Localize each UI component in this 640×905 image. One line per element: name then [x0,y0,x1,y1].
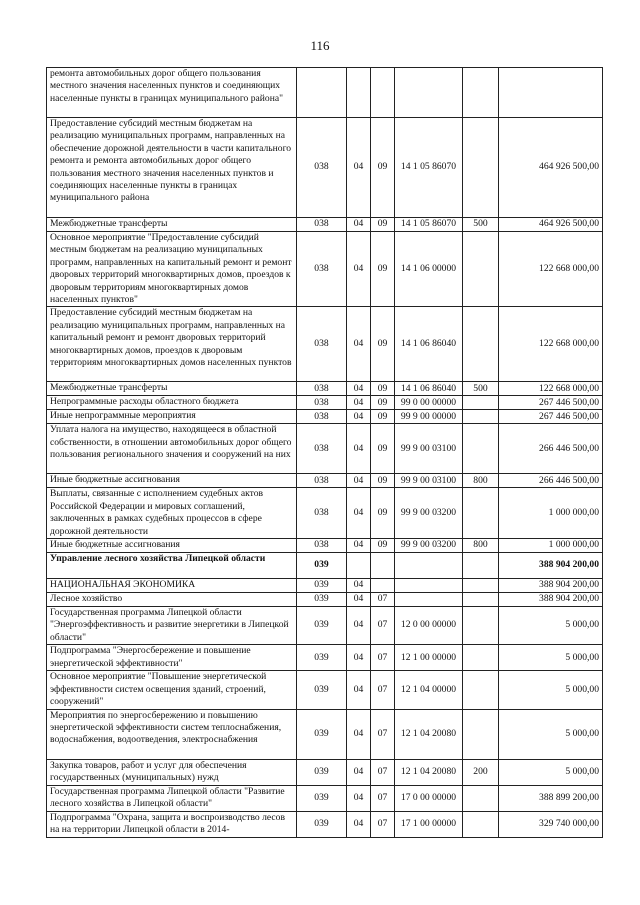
budget-table [46,67,603,838]
row-amount [499,68,603,118]
row-subsection [371,579,395,593]
row-subsection: 07 [371,645,395,671]
row-expense-type [463,232,499,307]
row-section: 04 [347,645,371,671]
table-row [47,759,603,785]
row-name: Подпрограмма "Энергосбережение и повышение энергетической эффективности" [47,645,297,671]
row-amount: 122 668 000,00 [499,382,603,396]
row-gr-code: 039 [297,759,347,785]
row-name: Лесное хозяйство [47,593,297,607]
row-subsection: 09 [371,382,395,396]
table-row [47,811,603,837]
row-amount: 329 740 000,00 [499,811,603,837]
row-amount: 388 904 200,00 [499,593,603,607]
row-amount: 5 000,00 [499,759,603,785]
table-row [47,593,603,607]
row-target-article: 14 1 06 86040 [395,382,463,396]
row-section: 04 [347,410,371,424]
row-gr-code [297,68,347,118]
row-expense-type: 500 [463,218,499,232]
row-name: НАЦИОНАЛЬНАЯ ЭКОНОМИКА [47,579,297,593]
row-section: 04 [347,759,371,785]
table-row [47,785,603,811]
table-row [47,424,603,474]
row-expense-type: 800 [463,474,499,488]
table-row [47,645,603,671]
row-gr-code: 039 [297,553,347,579]
row-target-article [395,553,463,579]
row-target-article: 99 9 00 00000 [395,410,463,424]
row-name: Основное мероприятие "Повышение энергетической эффективности систем освещения зданий, строений, сооружений" [47,671,297,709]
row-gr-code: 038 [297,382,347,396]
row-name: Подпрограмма "Охрана, защита и воспроизводство лесов на на территории Липецкой области в 2014- [47,811,297,837]
row-expense-type [463,607,499,645]
row-amount: 122 668 000,00 [499,307,603,382]
row-subsection [371,68,395,118]
row-amount: 5 000,00 [499,607,603,645]
row-target-article: 12 1 04 00000 [395,671,463,709]
row-subsection: 07 [371,709,395,759]
row-gr-code: 038 [297,539,347,553]
table-row [47,553,603,579]
row-expense-type [463,396,499,410]
table-row [47,118,603,218]
row-target-article: 14 1 06 86040 [395,307,463,382]
row-section: 04 [347,474,371,488]
row-name: Предоставление субсидий местным бюджетам на реализацию муниципальных программ, направленных на капитальный ремонт и ремонт дворовых территорий многоквартирных домов, проездов к дворовым территориям многоквартирных домов населенных пунктов [47,307,297,382]
row-target-article: 17 0 00 00000 [395,785,463,811]
row-amount: 122 668 000,00 [499,232,603,307]
row-name: Непрограммные расходы областного бюджета [47,396,297,410]
row-section: 04 [347,785,371,811]
row-section: 04 [347,607,371,645]
row-target-article: 99 9 00 03100 [395,474,463,488]
row-expense-type [463,671,499,709]
row-subsection: 07 [371,593,395,607]
row-subsection: 09 [371,396,395,410]
row-gr-code: 039 [297,709,347,759]
row-subsection: 07 [371,759,395,785]
row-target-article [395,593,463,607]
row-section: 04 [347,488,371,539]
row-subsection: 09 [371,307,395,382]
row-expense-type [463,488,499,539]
row-target-article: 12 1 00 00000 [395,645,463,671]
table-row [47,68,603,118]
row-expense-type [463,68,499,118]
row-target-article: 12 1 04 20080 [395,709,463,759]
row-gr-code: 038 [297,424,347,474]
row-gr-code: 039 [297,671,347,709]
table-row [47,709,603,759]
table-row [47,218,603,232]
table-row [47,396,603,410]
row-name: Иные бюджетные ассигнования [47,474,297,488]
row-section: 04 [347,382,371,396]
row-amount: 388 904 200,00 [499,579,603,593]
row-amount: 1 000 000,00 [499,539,603,553]
row-gr-code: 038 [297,488,347,539]
row-name: Закупка товаров, работ и услуг для обеспечения государственных (муниципальных) нужд [47,759,297,785]
row-target-article [395,68,463,118]
row-amount: 388 899 200,00 [499,785,603,811]
row-name: Выплаты, связанные с исполнением судебных актов Российской Федерации и мировых соглашений, заключенных в рамках судебных процессов в сфере дорожной деятельности [47,488,297,539]
row-gr-code: 038 [297,232,347,307]
row-expense-type [463,785,499,811]
table-row [47,607,603,645]
row-gr-code: 039 [297,607,347,645]
row-name: Управление лесного хозяйства Липецкой области [47,553,297,579]
row-amount: 388 904 200,00 [499,553,603,579]
row-expense-type: 200 [463,759,499,785]
row-target-article: 12 0 00 00000 [395,607,463,645]
table-row [47,232,603,307]
row-amount: 267 446 500,00 [499,410,603,424]
row-name: Уплата налога на имущество, находящееся в областной собственности, в отношении автомобильных дорог общего пользования регионального значения и сооружений на них [47,424,297,474]
row-expense-type [463,579,499,593]
row-gr-code: 038 [297,396,347,410]
row-section: 04 [347,709,371,759]
row-subsection: 07 [371,785,395,811]
row-target-article: 12 1 04 20080 [395,759,463,785]
row-amount: 464 926 500,00 [499,218,603,232]
row-expense-type [463,811,499,837]
table-row [47,382,603,396]
row-amount: 1 000 000,00 [499,488,603,539]
row-expense-type [463,593,499,607]
row-gr-code: 039 [297,579,347,593]
row-amount: 5 000,00 [499,709,603,759]
row-section: 04 [347,118,371,218]
table-row [47,539,603,553]
row-target-article: 99 9 00 03200 [395,539,463,553]
row-expense-type [463,424,499,474]
row-gr-code: 039 [297,645,347,671]
row-section: 04 [347,579,371,593]
row-subsection: 07 [371,671,395,709]
row-gr-code: 039 [297,811,347,837]
row-section: 04 [347,539,371,553]
row-amount: 464 926 500,00 [499,118,603,218]
table-row [47,671,603,709]
row-name: ремонта автомобильных дорог общего пользования местного значения населенных пунктов и соединяющих населенные пункты в границах муниципального района" [47,68,297,118]
row-name: Иные бюджетные ассигнования [47,539,297,553]
row-expense-type [463,553,499,579]
row-expense-type: 500 [463,382,499,396]
row-subsection: 09 [371,118,395,218]
row-amount: 5 000,00 [499,645,603,671]
row-name: Государственная программа Липецкой области "Энергоэффективность и развитие энергетики в Липецкой области" [47,607,297,645]
row-section: 04 [347,424,371,474]
row-subsection: 07 [371,811,395,837]
row-target-article [395,579,463,593]
row-subsection: 09 [371,410,395,424]
row-subsection: 09 [371,218,395,232]
row-amount: 5 000,00 [499,671,603,709]
row-name: Основное мероприятие "Предоставление субсидий местным бюджетам на реализацию муниципальных программ, направленных на капитальный ремонт и ремонт дворовых территорий многоквартирных домов, проездов к дворовым территориям многоквартирных домов населенных пунктов" [47,232,297,307]
row-section: 04 [347,307,371,382]
row-name: Государственная программа Липецкой области "Развитие лесного хозяйства в Липецкой области" [47,785,297,811]
row-gr-code: 038 [297,410,347,424]
row-target-article: 99 0 00 00000 [395,396,463,410]
row-gr-code: 039 [297,593,347,607]
row-amount: 266 446 500,00 [499,424,603,474]
row-target-article: 17 1 00 00000 [395,811,463,837]
row-gr-code: 038 [297,474,347,488]
row-gr-code: 038 [297,218,347,232]
table-row [47,579,603,593]
row-gr-code: 038 [297,118,347,218]
row-amount: 267 446 500,00 [499,396,603,410]
row-subsection: 09 [371,424,395,474]
row-name: Мероприятия по энергосбережению и повышению энергетической эффективности систем теплоснабжения, водоснабжения, водоотведения, электроснабжения [47,709,297,759]
row-target-article: 14 1 05 86070 [395,218,463,232]
row-target-article: 99 9 00 03200 [395,488,463,539]
row-gr-code: 039 [297,785,347,811]
row-subsection: 09 [371,232,395,307]
row-section: 04 [347,232,371,307]
row-amount: 266 446 500,00 [499,474,603,488]
row-expense-type [463,410,499,424]
row-expense-type [463,709,499,759]
row-section: 04 [347,593,371,607]
row-section: 04 [347,396,371,410]
table-row [47,488,603,539]
page-number: 116 [310,38,330,53]
row-expense-type [463,118,499,218]
row-subsection: 09 [371,474,395,488]
row-subsection: 09 [371,539,395,553]
table-row [47,474,603,488]
row-target-article: 99 9 00 03100 [395,424,463,474]
row-target-article: 14 1 05 86070 [395,118,463,218]
row-name: Межбюджетные трансферты [47,382,297,396]
row-section: 04 [347,811,371,837]
row-expense-type [463,307,499,382]
row-name: Межбюджетные трансферты [47,218,297,232]
row-gr-code: 038 [297,307,347,382]
row-section: 04 [347,671,371,709]
row-section [347,553,371,579]
table-row [47,410,603,424]
row-subsection [371,553,395,579]
row-name: Предоставление субсидий местным бюджетам на реализацию муниципальных программ, направленных на обеспечение дорожной деятельности в части капитального ремонта и ремонта автомобильных дорог общего пользования местного значения населенных пунктов и соединяющих населенные пункты в границах муниципального района [47,118,297,218]
row-target-article: 14 1 06 00000 [395,232,463,307]
row-expense-type [463,645,499,671]
row-subsection: 07 [371,607,395,645]
table-body [47,68,603,838]
row-subsection: 09 [371,488,395,539]
row-name: Иные непрограммные мероприятия [47,410,297,424]
table-row [47,307,603,382]
row-section [347,68,371,118]
row-expense-type: 800 [463,539,499,553]
row-section: 04 [347,218,371,232]
